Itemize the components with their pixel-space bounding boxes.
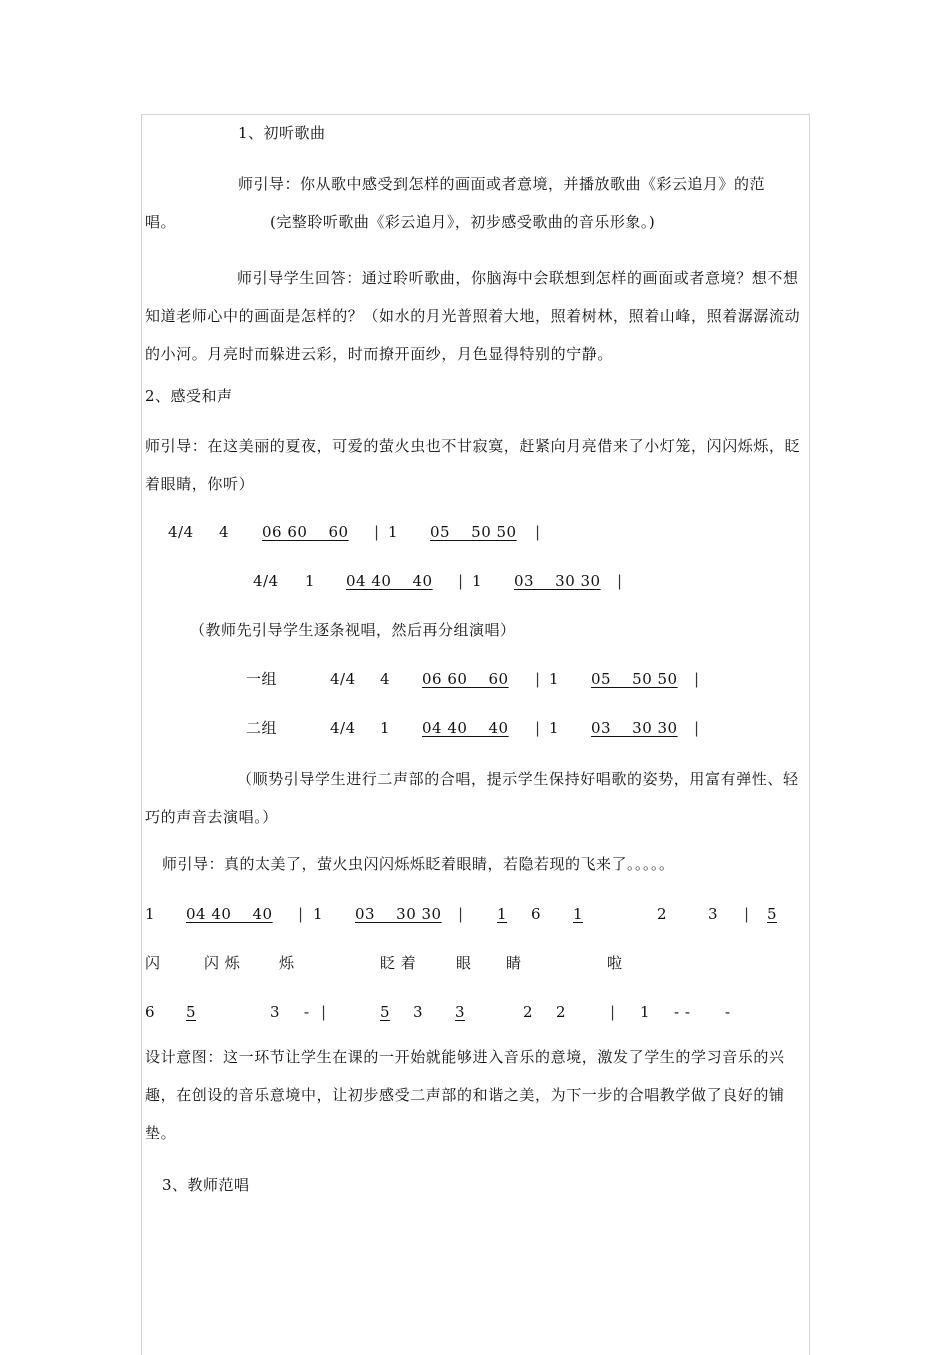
score2-group-a: 04 40 40 [346, 572, 433, 590]
melody2-note-j: 1 [640, 1003, 651, 1021]
melody2-note-a: 6 [145, 1003, 156, 1021]
group1-note-2: 1 [549, 670, 560, 688]
score1-note: 4 [219, 523, 230, 541]
melody1-note-e: 3 [708, 905, 719, 923]
melody2-barline-1: | [321, 1003, 327, 1021]
melody1-barline-1: | [298, 905, 304, 923]
group2-meter: 4/4 [330, 719, 356, 737]
melody2-note-h: 2 [523, 1003, 534, 1021]
score2-group-b: 03 30 30 [514, 572, 601, 590]
score2-barline-1: | [458, 572, 464, 590]
score1-group-a: 06 60 60 [262, 523, 349, 541]
paragraph-teacher-guide-1: 师引导：你从歌中感受到怎样的画面或者意境，并播放歌曲《彩云追月》的范 [238, 175, 766, 193]
melody2-dash-end: - [725, 1003, 731, 1021]
paragraph-student-answer: 师引导学生回答：通过聆听歌曲，你脑海中会联想到怎样的画面或者意境？想不想知道老师心中的画面是怎样的？（如水的月光普照着大地，照着树林，照着山峰，照着潺潺流动的小河。月亮时而躲进云彩，时而撩开面纱，月色显得特别的宁静。 [145, 269, 801, 363]
melody1-group-a: 04 40 40 [186, 905, 273, 923]
score2-barline-2: | [617, 572, 623, 590]
lyric-6: 睛 [506, 954, 522, 972]
paragraph-teacher-guide-1-end: 唱。 [145, 213, 177, 231]
section-heading-1: 1、初听歌曲 [238, 124, 326, 142]
lyric-7: 啦 [607, 954, 623, 972]
melody1-barline-3: | [744, 905, 750, 923]
melody1-note-f: 5 [767, 905, 778, 923]
score2-note: 1 [305, 572, 316, 590]
paragraph-design-intent: 设计意图：这一环节让学生在课的一开始就能够进入音乐的意境，激发了学生的学习音乐的兴趣，在创设的音乐意境中，让初步感受二声部的和谐之美，为下一步的合唱教学做了良好的铺垫。 [145, 1048, 785, 1142]
melody1-note-d: 2 [657, 905, 668, 923]
group1-label: 一组 [246, 670, 278, 688]
group2-barline-1: | [535, 719, 541, 737]
melody1-group-b: 03 30 30 [355, 905, 442, 923]
lyric-3: 烁 [279, 954, 295, 972]
lyric-2: 闪 烁 [204, 954, 241, 972]
group2-note: 1 [380, 719, 391, 737]
group2-group-a: 04 40 40 [422, 719, 509, 737]
melody2-note-f: 3 [413, 1003, 424, 1021]
group2-group-b: 03 30 30 [591, 719, 678, 737]
melody2-note-c: 3 [270, 1003, 281, 1021]
paragraph-firefly-intro: 师引导：在这美丽的夏夜，可爱的萤火虫也不甘寂寞，赶紧向月亮借来了小灯笼，闪闪烁烁，眨着眼睛，你听） [145, 437, 801, 493]
score1-barline-1: | [374, 523, 380, 541]
melody2-note-g: 3 [455, 1003, 466, 1021]
score2-note-2: 1 [472, 572, 483, 590]
melody1-barline-2: | [458, 905, 464, 923]
paragraph-listening-note: (完整聆听歌曲《彩云追月》，初步感受歌曲的音乐形象。) [270, 213, 656, 231]
group1-group-b: 05 50 50 [591, 670, 678, 688]
melody2-note-e: 5 [380, 1003, 391, 1021]
melody2-note-i: 2 [556, 1003, 567, 1021]
lyric-4: 眨 着 [380, 954, 417, 972]
melody1-note-b: 6 [531, 905, 542, 923]
melody1-note-c: 1 [573, 905, 584, 923]
melody2-note-b: 5 [186, 1003, 197, 1021]
score1-barline-2: | [535, 523, 541, 541]
group1-barline-1: | [535, 670, 541, 688]
lyric-5: 眼 [456, 954, 472, 972]
section-heading-2: 2、感受和声 [145, 387, 233, 405]
melody1-note-a: 1 [497, 905, 508, 923]
group1-barline-2: | [694, 670, 700, 688]
group2-label: 二组 [246, 719, 278, 737]
score1-group-b: 05 50 50 [430, 523, 517, 541]
group1-meter: 4/4 [330, 670, 356, 688]
melody2-dash: - [304, 1003, 310, 1021]
melody2-dashes: - - [674, 1003, 691, 1021]
paragraph-two-part-guide: （顺势引导学生进行二声部的合唱，提示学生保持好唱歌的姿势，用富有弹性、轻巧的声音去演唱。） [145, 770, 799, 826]
group2-note-2: 1 [549, 719, 560, 737]
melody1-note-2: 1 [313, 905, 324, 923]
melody2-barline-2: | [610, 1003, 616, 1021]
score1-meter: 4/4 [168, 523, 194, 541]
lyric-1: 闪 [145, 954, 161, 972]
section-heading-3: 3、教师范唱 [162, 1176, 250, 1194]
group1-note: 4 [380, 670, 391, 688]
melody1-note-1: 1 [145, 905, 156, 923]
paragraph-teacher-guide-3: 师引导：真的太美了，萤火虫闪闪烁烁眨着眼睛，若隐若现的飞来了。。。。。 [162, 855, 675, 873]
score2-meter: 4/4 [253, 572, 279, 590]
practice-note: （教师先引导学生逐条视唱，然后再分组演唱） [190, 621, 516, 639]
group2-barline-2: | [694, 719, 700, 737]
group1-group-a: 06 60 60 [422, 670, 509, 688]
score1-note-2: 1 [388, 523, 399, 541]
